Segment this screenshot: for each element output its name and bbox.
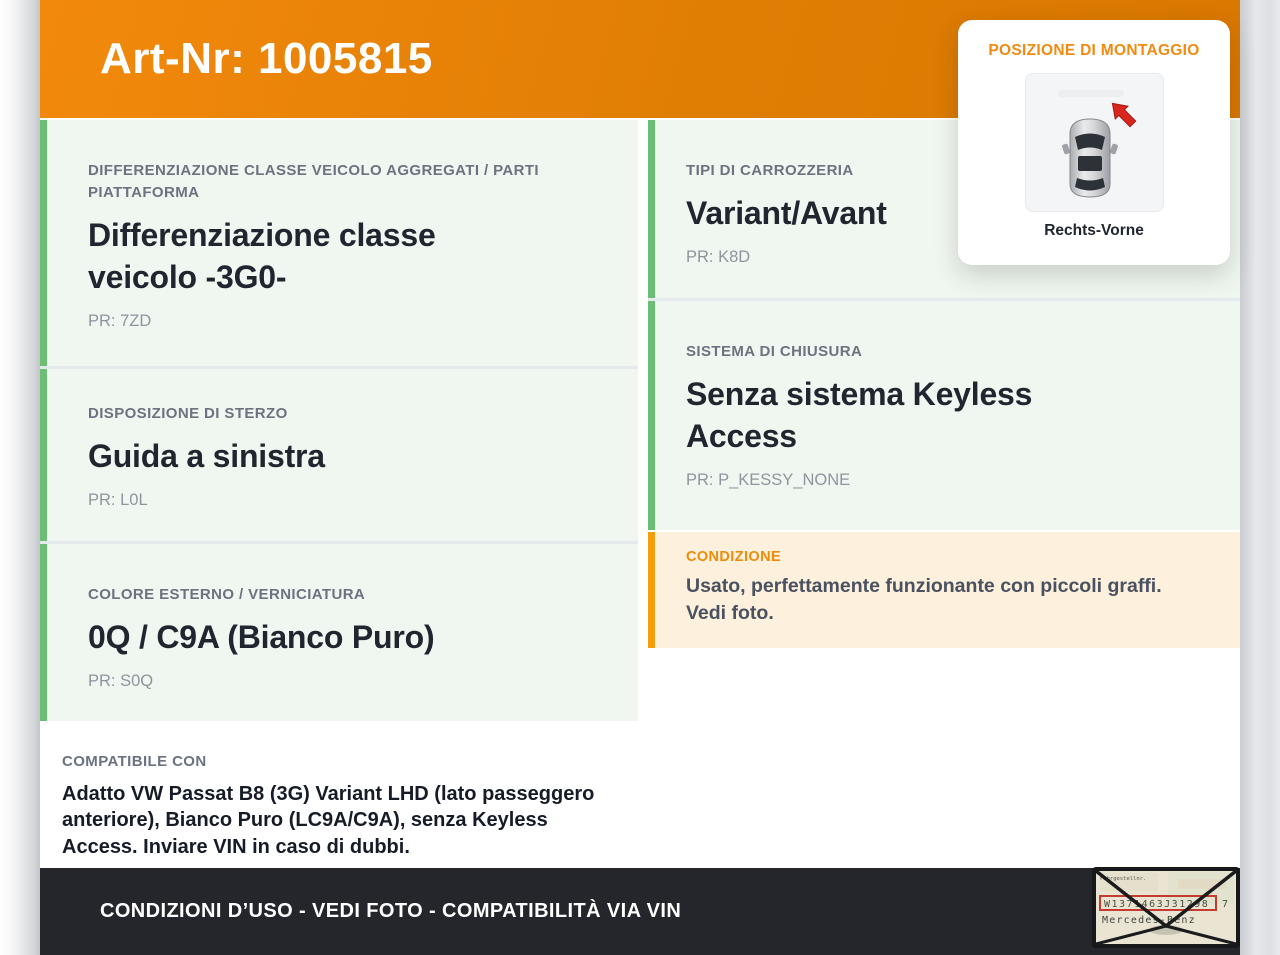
- svg-text:W1371463J31298: W1371463J31298: [1104, 899, 1210, 910]
- condition-text: Usato, perfettamente funzionante con piccoli graffi. Vedi foto.: [686, 575, 1162, 624]
- red-direction-arrow-icon: [1106, 97, 1139, 130]
- footer-bar: [40, 868, 1240, 955]
- pr-code: PR: L0L: [88, 490, 148, 509]
- attribute-label: DISPOSIZIONE DI STERZO: [88, 405, 288, 422]
- mounting-position-label: POSIZIONE DI MONTAGGIO: [988, 42, 1200, 59]
- compatibility-label: COMPATIBILE CON: [62, 753, 207, 770]
- attribute-label: COLORE ESTERNO / VERNICIATURA: [88, 586, 366, 603]
- attribute-label: DIFFERENZIAZIONE CLASSE VEICOLO AGGREGATI / PARTI PIATTAFORMA: [88, 162, 540, 201]
- pr-code: PR: S0Q: [88, 671, 154, 690]
- envelope-document-icon: [1092, 867, 1240, 948]
- svg-text:7: 7: [1222, 899, 1229, 910]
- svg-text:Mercedes-Benz: Mercedes-Benz: [1102, 915, 1196, 926]
- compatibility-card: [40, 729, 638, 865]
- attribute-card-vehicle-class: [40, 120, 638, 366]
- pr-code: PR: 7ZD: [88, 311, 152, 330]
- condition-label: CONDIZIONE: [686, 549, 782, 565]
- car-top-view-icon: [1026, 74, 1163, 211]
- left-column: [40, 120, 638, 865]
- mounting-position-card: [958, 20, 1230, 265]
- svg-text:Fahrgestellnr.: Fahrgestellnr.: [1100, 876, 1147, 882]
- page-left-shadow-edge: [0, 0, 40, 955]
- footer-conditions-text: CONDIZIONI D’USO - VEDI FOTO - COMPATIBILITÀ VIA VIN: [100, 900, 682, 922]
- vin-document-photo: [1092, 867, 1240, 948]
- attribute-label: SISTEMA DI CHIUSURA: [686, 343, 863, 360]
- pr-code: PR: K8D: [686, 247, 751, 266]
- attribute-label: TIPI DI CARROZZERIA: [686, 162, 854, 179]
- card-gap: [40, 721, 638, 729]
- mounting-position-value: Rechts-Vorne: [1044, 222, 1144, 239]
- attribute-value: 0Q / C9A (Bianco Puro): [88, 618, 435, 655]
- attribute-value: Guida a sinistra: [88, 437, 325, 474]
- mounting-position-image: [1025, 73, 1164, 212]
- attribute-card-exterior-color: [40, 544, 638, 721]
- page-right-shadow-edge: [1240, 0, 1280, 955]
- attribute-value: Variant/Avant: [686, 194, 887, 231]
- attribute-value: Senza sistema Keyless Access: [686, 375, 1033, 454]
- attribute-card-steering: [40, 369, 638, 541]
- article-number-title: Art-Nr: 1005815: [100, 34, 433, 83]
- compatibility-text: Adatto VW Passat B8 (3G) Variant LHD (lato passeggero anteriore), Bianco Puro (LC9A/C9A), senza Keyless Access. Inviare VIN in caso di dubbi.: [62, 782, 595, 858]
- attribute-value: Differenziazione classe veicolo -3G0-: [88, 216, 436, 295]
- pr-code: PR: P_KESSY_NONE: [686, 471, 851, 490]
- attribute-card-locking-system: [648, 301, 1240, 530]
- condition-card: [648, 532, 1240, 648]
